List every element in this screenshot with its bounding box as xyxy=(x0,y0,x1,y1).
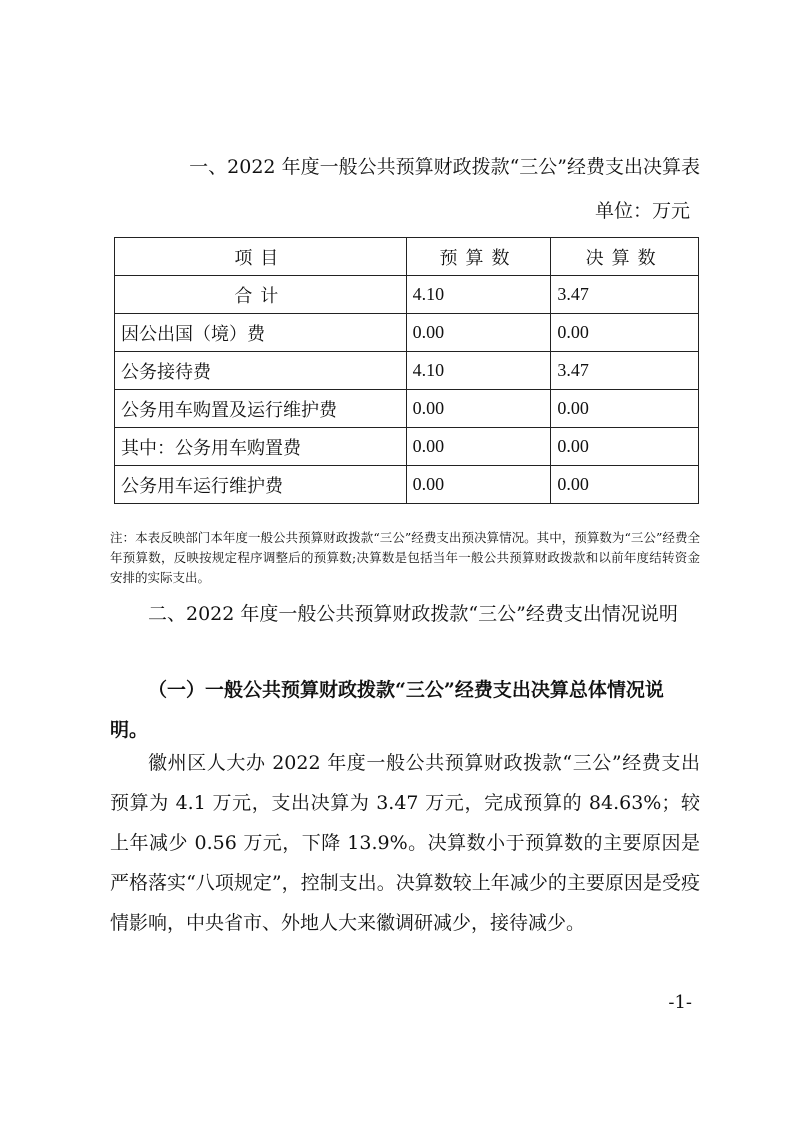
row-label: 其中：公务用车购置费 xyxy=(115,428,407,466)
table-row xyxy=(115,276,699,314)
row-budget: 4.10 xyxy=(406,352,551,390)
table-note: 注：本表反映部门本年度一般公共预算财政拨款“三公”经费支出预决算情况。其中，预算数为“三公”经费全年预算数，反映按规定程序调整后的预算数;决算数是包括当年一般公共预算财政拨款和以前年度结转资金安排的实际支出。 xyxy=(110,530,700,585)
row-label: 公务用车购置及运行维护费 xyxy=(115,390,407,428)
row-label: 公务用车运行维护费 xyxy=(115,466,407,504)
row-budget: 0.00 xyxy=(406,314,551,352)
row-actual: 0.00 xyxy=(551,466,699,504)
header-budget: 预算数 xyxy=(406,238,551,276)
header-item: 项目 xyxy=(115,238,407,276)
expense-table xyxy=(114,237,699,504)
unit-label: 单位：万元 xyxy=(594,200,690,222)
body-paragraph: 徽州区人大办 2022 年度一般公共预算财政拨款“三公”经费支出预算为 4.1 万元，支出决算为 3.47 万元，完成预算的 84.63%；较上年减少 0.56 万元，下降 13.9%。决算数小于预算数的主要原因是严格落实“八项规定”，控制支出。决算数较上年减少的主要原因是受疫情影响，中央省市、外地人大来徽调研减少，接待减少。 xyxy=(110,752,700,934)
row-actual: 0.00 xyxy=(551,390,699,428)
table-row xyxy=(115,314,699,352)
row-label: 因公出国（境）费 xyxy=(115,314,407,352)
table-header-row xyxy=(115,238,699,276)
header-actual: 决算数 xyxy=(551,238,699,276)
row-budget: 4.10 xyxy=(406,276,551,314)
table-row xyxy=(115,428,699,466)
row-actual: 3.47 xyxy=(551,352,699,390)
table-row xyxy=(115,352,699,390)
row-actual: 0.00 xyxy=(551,428,699,466)
row-budget: 0.00 xyxy=(406,428,551,466)
table-row xyxy=(115,390,699,428)
row-actual: 0.00 xyxy=(551,314,699,352)
table-row xyxy=(115,466,699,504)
subsection-heading: （一）一般公共预算财政拨款“三公”经费支出决算总体情况说明。 xyxy=(110,679,664,741)
row-budget: 0.00 xyxy=(406,466,551,504)
row-budget: 0.00 xyxy=(406,390,551,428)
row-label: 合计 xyxy=(115,276,407,314)
row-label: 公务接待费 xyxy=(115,352,407,390)
page-number: -1- xyxy=(668,992,692,1013)
section-heading: 二、2022 年度一般公共预算财政拨款“三公”经费支出情况说明 xyxy=(148,603,678,625)
row-actual: 3.47 xyxy=(551,276,699,314)
table-title: 一、2022 年度一般公共预算财政拨款“三公”经费支出决算表 xyxy=(189,156,700,178)
